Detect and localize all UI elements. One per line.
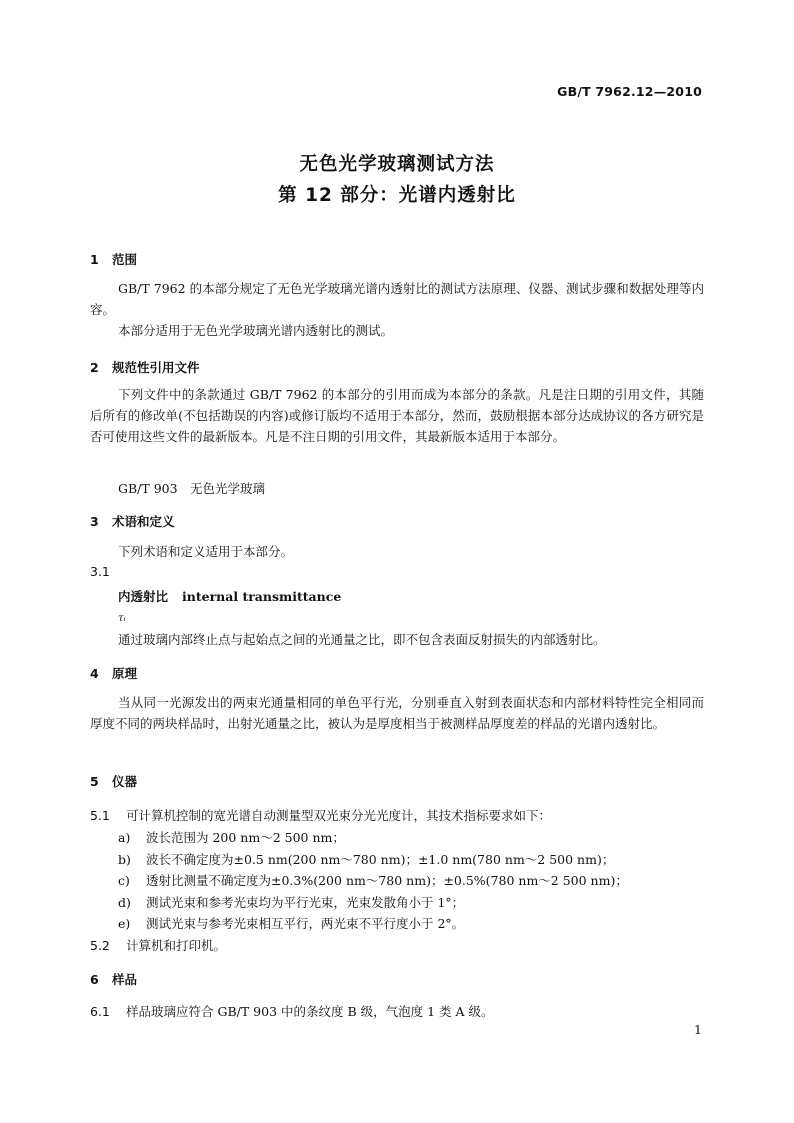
section-title: 范围	[112, 252, 138, 267]
section-title: 规范性引用文件	[112, 360, 200, 375]
list-label: a)	[118, 830, 131, 845]
section-heading-apparatus	[90, 772, 137, 790]
list-item	[118, 871, 628, 889]
section-number: 3	[90, 514, 99, 529]
list-label: d)	[118, 895, 131, 910]
section-heading-scope	[90, 250, 137, 268]
list-item	[118, 828, 345, 846]
terms-intro: 下列术语和定义适用于本部分。	[118, 544, 294, 559]
list-item	[118, 914, 464, 932]
list-text: 透射比测量不确定度为±0.3%(200 nm～780 nm)；±0.5%(780 nm～2 500 nm)；	[146, 873, 628, 888]
section-heading-principle	[90, 664, 137, 682]
section-title: 术语和定义	[112, 514, 175, 529]
list-label: e)	[118, 916, 131, 931]
section-number: 1	[90, 252, 99, 267]
section-heading-samples	[90, 970, 137, 988]
clause-text: 计算机和打印机。	[126, 938, 227, 953]
list-item	[118, 850, 614, 868]
clause-number: 6.1	[90, 1004, 110, 1019]
list-text: 测试光束和参考光束均为平行光束，光束发散角小于 1°；	[146, 895, 465, 910]
references-paragraph: 下列文件中的条款通过 GB/T 7962 的本部分的引用而成为本部分的条款。凡是注日期的引用文件，其随后所有的修改单(不包括勘误的内容)或修订版均不适用于本部分，然而，鼓励根据本部分达成协议的各方研究是否可使用这些文件的最新版本。凡是不注日期的引用文件，其最新版本适用于本部分。	[90, 387, 704, 444]
section-heading-normative-references	[90, 358, 200, 376]
clause-5-2	[90, 936, 226, 954]
clause-number-3-1	[90, 564, 126, 579]
list-label: b)	[118, 852, 131, 867]
document-title: 无色光学玻璃测试方法	[299, 154, 495, 175]
term-entry	[118, 587, 341, 605]
section-number: 2	[90, 360, 99, 375]
section-heading-terms	[90, 512, 175, 530]
standard-code: GB/T 7962.12—2010	[557, 84, 702, 99]
section-title: 样品	[112, 972, 138, 987]
clause-number: 5.1	[90, 808, 110, 823]
scope-paragraph-1: GB/T 7962 的本部分规定了无色光学玻璃光谱内透射比的测试方法原理、仪器、测试步骤和数据处理等内容。	[90, 281, 704, 317]
scope-paragraph-2: 本部分适用于无色光学玻璃光谱内透射比的测试。	[118, 323, 394, 338]
section-number: 4	[90, 666, 99, 681]
reference-entry: GB/T 903 无色光学玻璃	[118, 481, 266, 496]
page-number: 1	[694, 1022, 702, 1037]
list-text: 波长范围为 200 nm～2 500 nm；	[146, 830, 345, 845]
clause-6-1	[90, 1002, 494, 1020]
list-text: 测试光束与参考光束相互平行，两光束不平行度小于 2°。	[146, 916, 465, 931]
clause-text: 样品玻璃应符合 GB/T 903 中的条纹度 B 级，气泡度 1 类 A 级。	[126, 1004, 494, 1019]
document-subtitle: 第 12 部分：光谱内透射比	[278, 185, 516, 206]
section-number: 6	[90, 972, 99, 987]
list-item	[118, 893, 464, 911]
list-label: c)	[118, 873, 130, 888]
term-english: internal transmittance	[182, 589, 342, 604]
section-title: 原理	[112, 666, 138, 681]
principle-paragraph: 当从同一光源发出的两束光通量相同的单色平行光，分别垂直入射到表面状态和内部材料特性完全相同而厚度不同的两块样品时，出射光通量之比，被认为是厚度相当于被测样品厚度差的样品的光谱内透射比。	[90, 695, 704, 731]
term-chinese: 内透射比	[118, 589, 169, 604]
clause-number: 5.2	[90, 938, 110, 953]
clause-number: 3.1	[90, 564, 110, 579]
term-definition: 通过玻璃内部终止点与起始点之间的光通量之比，即不包含表面反射损失的内部透射比。	[118, 632, 606, 647]
term-symbol: τᵢ	[118, 613, 126, 624]
section-number: 5	[90, 774, 99, 789]
section-title: 仪器	[112, 774, 138, 789]
clause-text: 可计算机控制的宽光谱自动测量型双光束分光光度计，其技术指标要求如下：	[126, 808, 552, 823]
clause-5-1	[90, 806, 551, 824]
list-text: 波长不确定度为±0.5 nm(200 nm～780 nm)；±1.0 nm(780 nm～2 500 nm)；	[146, 852, 615, 867]
